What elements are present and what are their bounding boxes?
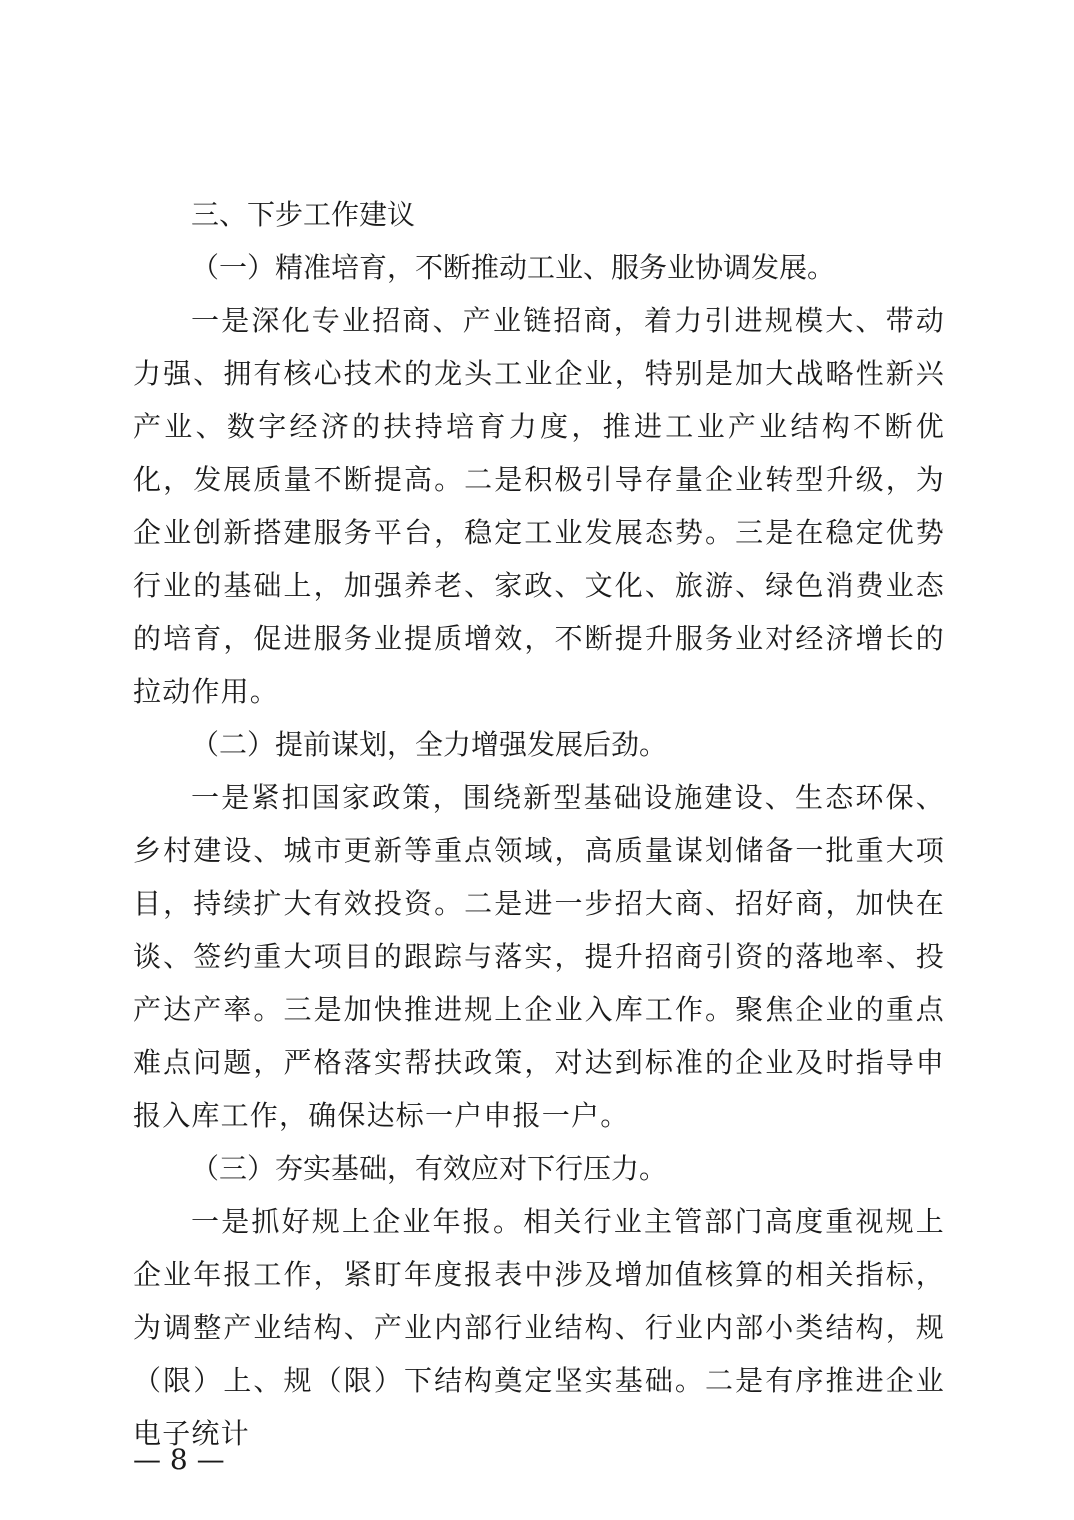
document-body (133, 188, 945, 1460)
paragraph-1: 一是深化专业招商、产业链招商，着力引进规模大、带动力强、拥有核心技术的龙头工业企业，特别是加大战略性新兴产业、数字经济的扶持培育力度，推进工业产业结构不断优化，发展质量不断提高。二是积极引导存量企业转型升级，为企业创新搭建服务平台，稳定工业发展态势。三是在稳定优势行业的基础上，加强养老、家政、文化、旅游、绿色消费业态的培育，促进服务业提质增效，不断提升服务业对经济增长的拉动作用。 (133, 304, 945, 708)
paragraph-2: 一是紧扣国家政策，围绕新型基础设施建设、生态环保、乡村建设、城市更新等重点领域，高质量谋划储备一批重大项目，持续扩大有效投资。二是进一步招大商、招好商，加快在谈、签约重大项目的跟踪与落实，提升招商引资的落地率、投产达产率。三是加快推进规上企业入库工作。聚焦企业的重点难点问题，严格落实帮扶政策，对达到标准的企业及时指导申报入库工作，确保达标一户申报一户。 (133, 781, 945, 1132)
subsection-heading-3: （三）夯实基础，有效应对下行压力。 (191, 1152, 668, 1185)
page-number: — 8 — (133, 1443, 225, 1476)
section-heading: 三、下步工作建议 (191, 198, 416, 231)
subsection-heading-1: （一）精准培育，不断推动工业、服务业协调发展。 (191, 251, 836, 284)
subsection-heading-2: （二）提前谋划，全力增强发展后劲。 (191, 728, 668, 761)
paragraph-3: 一是抓好规上企业年报。相关行业主管部门高度重视规上企业年报工作，紧盯年度报表中涉及增加值核算的相关指标，为调整产业结构、产业内部行业结构、行业内部小类结构，规（限）上、规（限）下结构奠定坚实基础。二是有序推进企业电子统计 (133, 1205, 945, 1450)
